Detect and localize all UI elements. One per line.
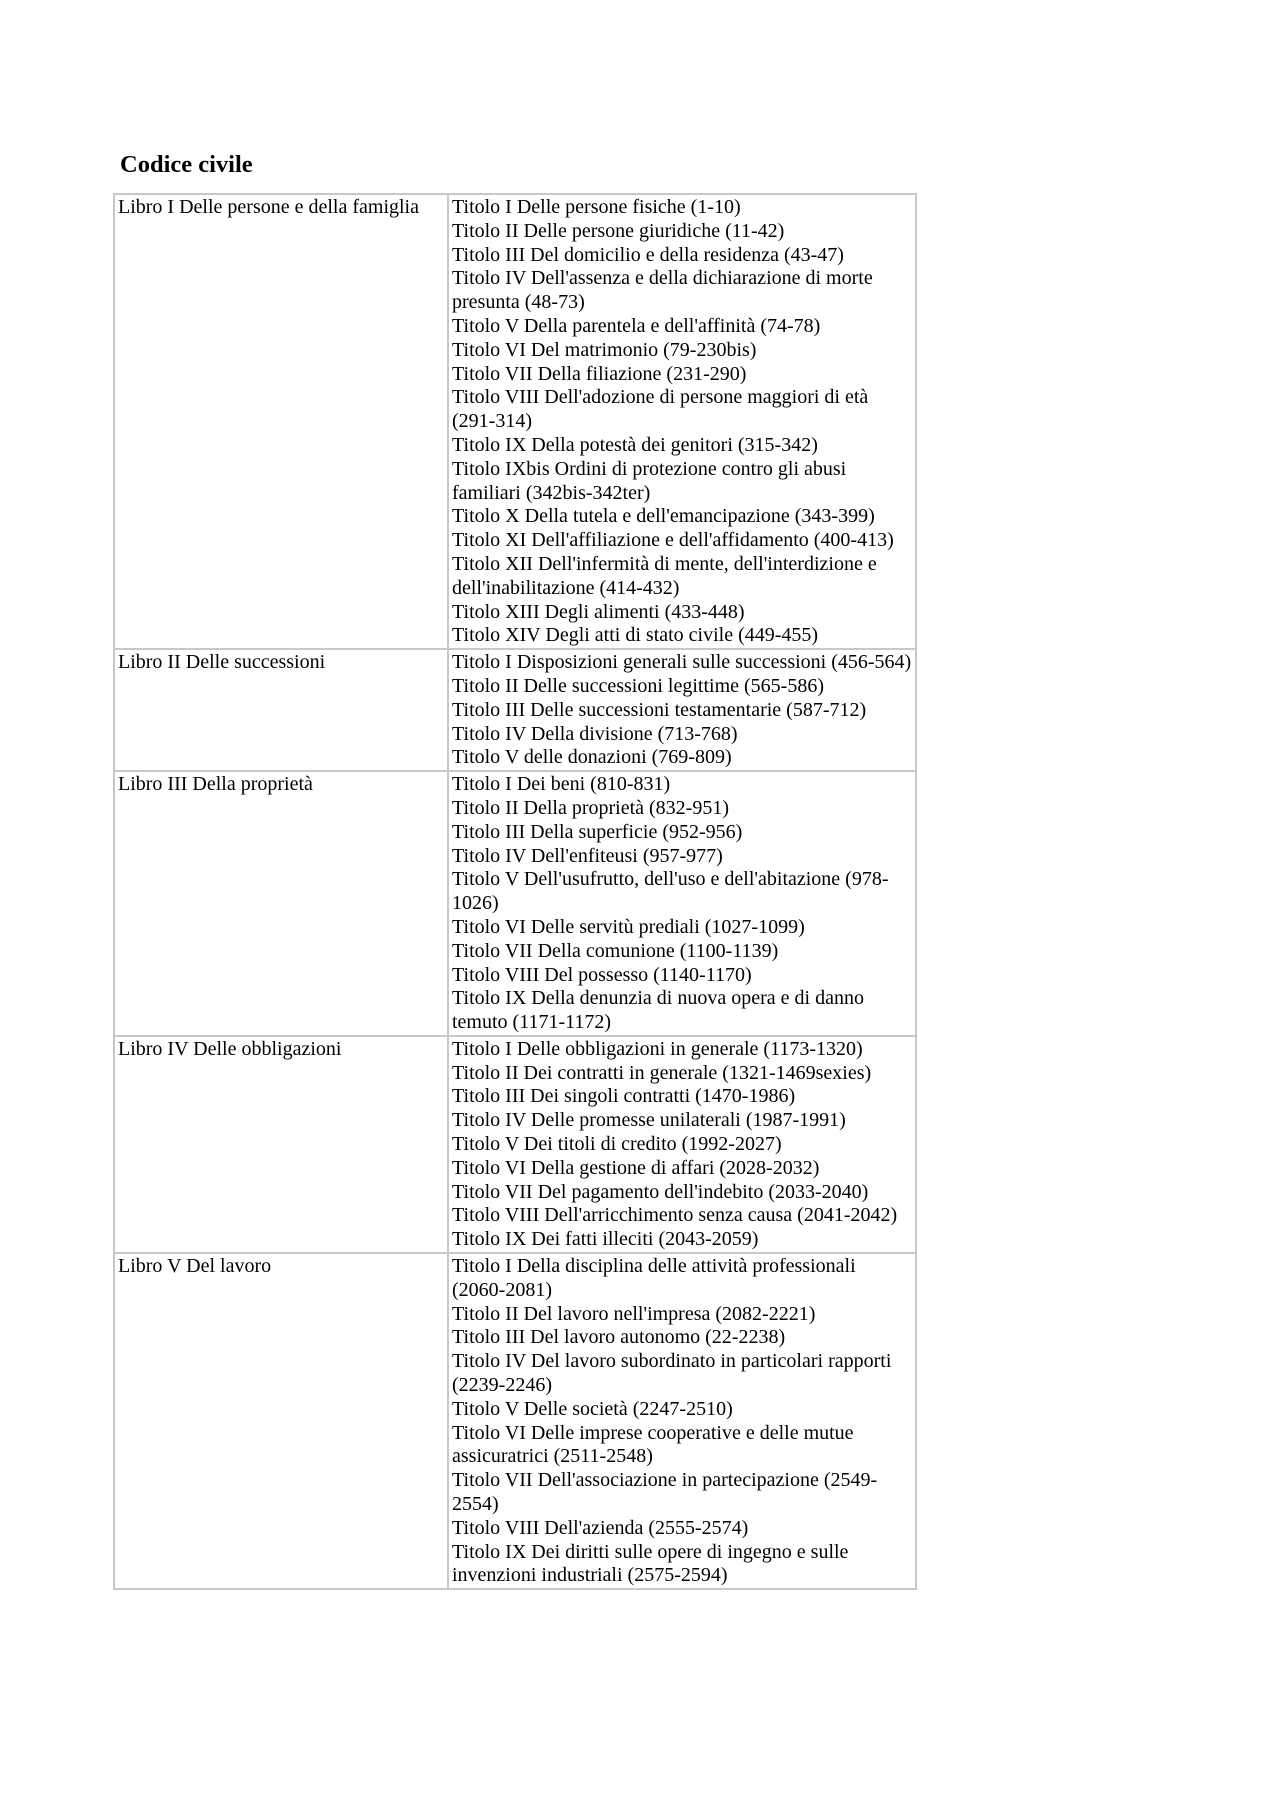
table-row (114, 1253, 916, 1589)
titolo-item: Titolo IX Della potestà dei genitori (315-342) (452, 433, 818, 456)
titolo-item: Titolo IV Dell'enfiteusi (957-977) (452, 844, 723, 867)
titolo-item: Titolo VIII Dell'arricchimento senza causa (2041-2042) (452, 1204, 898, 1227)
titolo-item: Titolo V delle donazioni (769-809) (452, 746, 732, 769)
titolo-item: Titolo IV Delle promesse unilaterali (1987-1991) (452, 1109, 846, 1132)
libro-label: Libro I Delle persone e della famiglia (114, 194, 448, 649)
libro-label: Libro V Del lavoro (114, 1253, 448, 1589)
libro-label: Libro IV Delle obbligazioni (114, 1036, 448, 1253)
titolo-item: Titolo IXbis Ordini di protezione contro gli abusi familiari (342bis-342ter) (452, 457, 847, 504)
libro-label: Libro II Delle successioni (114, 649, 448, 771)
titolo-item: Titolo VI Delle imprese cooperative e delle mutue assicuratrici (2511-2548) (452, 1421, 854, 1468)
titoli-list (448, 771, 916, 1036)
titolo-item: Titolo V Della parentela e dell'affinità (74-78) (452, 314, 821, 337)
libri-table (113, 193, 917, 1590)
titolo-item: Titolo III Delle successioni testamentarie (587-712) (452, 698, 867, 721)
titolo-item: Titolo IV Del lavoro subordinato in particolari rapporti (2239-2246) (452, 1350, 892, 1397)
titolo-item: Titolo II Delle successioni legittime (565-586) (452, 674, 824, 697)
titolo-item: Titolo VI Del matrimonio (79-230bis) (452, 338, 757, 361)
titolo-item: Titolo IV Della divisione (713-768) (452, 722, 738, 745)
titolo-item: Titolo IX Dei diritti sulle opere di ingegno e sulle invenzioni industriali (2575-2594) (452, 1540, 849, 1587)
titolo-item: Titolo VIII Dell'azienda (2555-2574) (452, 1516, 749, 1539)
titolo-item: Titolo V Dell'usufrutto, dell'uso e dell'abitazione (978-1026) (452, 868, 889, 915)
titolo-item: Titolo III Del lavoro autonomo (22-2238) (452, 1326, 786, 1349)
titolo-item: Titolo I Della disciplina delle attività professionali (2060-2081) (452, 1255, 856, 1301)
libri-table-body (114, 194, 916, 1589)
titolo-item: Titolo XII Dell'infermità di mente, dell'interdizione e dell'inabilitazione (414-432) (452, 552, 877, 599)
titolo-item: Titolo XIV Degli atti di stato civile (449-455) (452, 624, 819, 647)
titoli-list (448, 1253, 916, 1589)
titolo-item: Titolo II Della proprietà (832-951) (452, 796, 729, 819)
titolo-item: Titolo IX Dei fatti illeciti (2043-2059) (452, 1228, 759, 1251)
titoli-list (448, 1036, 916, 1253)
titolo-item: Titolo V Delle società (2247-2510) (452, 1397, 733, 1420)
titolo-item: Titolo II Delle persone giuridiche (11-42) (452, 219, 785, 242)
titolo-item: Titolo VII Della comunione (1100-1139) (452, 939, 779, 962)
titolo-item: Titolo XI Dell'affiliazione e dell'affidamento (400-413) (452, 529, 894, 552)
titolo-item: Titolo XIII Degli alimenti (433-448) (452, 600, 745, 623)
titolo-item: Titolo IX Della denunzia di nuova opera e di danno temuto (1171-1172) (452, 987, 864, 1034)
titolo-item: Titolo III Della superficie (952-956) (452, 820, 743, 843)
titolo-item: Titolo III Dei singoli contratti (1470-1986) (452, 1085, 796, 1108)
libro-label: Libro III Della proprietà (114, 771, 448, 1036)
table-row (114, 771, 916, 1036)
titolo-item: Titolo IV Dell'assenza e della dichiarazione di morte presunta (48-73) (452, 267, 873, 314)
titoli-list (448, 649, 916, 771)
titolo-item: Titolo VIII Dell'adozione di persone maggiori di età (291-314) (452, 386, 869, 433)
titolo-item: Titolo X Della tutela e dell'emancipazione (343-399) (452, 505, 875, 528)
titolo-item: Titolo VII Del pagamento dell'indebito (2033-2040) (452, 1180, 869, 1203)
table-row (114, 1036, 916, 1253)
titolo-item: Titolo II Dei contratti in generale (1321-1469sexies) (452, 1061, 872, 1084)
titolo-item: Titolo VII Dell'associazione in partecipazione (2549-2554) (452, 1469, 878, 1516)
titolo-item: Titolo V Dei titoli di credito (1992-2027) (452, 1133, 782, 1156)
titolo-item: Titolo VI Della gestione di affari (2028-2032) (452, 1156, 820, 1179)
titolo-item: Titolo VII Della filiazione (231-290) (452, 362, 747, 385)
titolo-item: Titolo I Dei beni (810-831) (452, 773, 671, 796)
titolo-item: Titolo I Disposizioni generali sulle successioni (456-564) (452, 651, 912, 674)
table-row (114, 649, 916, 771)
titolo-item: Titolo I Delle persone fisiche (1-10) (452, 196, 741, 218)
titolo-item: Titolo I Delle obbligazioni in generale (1173-1320) (452, 1037, 863, 1060)
titolo-item: Titolo II Del lavoro nell'impresa (2082-2221) (452, 1302, 816, 1325)
table-row (114, 194, 916, 649)
titolo-item: Titolo VIII Del possesso (1140-1170) (452, 963, 752, 986)
titolo-item: Titolo III Del domicilio e della residenza (43-47) (452, 243, 844, 266)
titolo-item: Titolo VI Delle servitù prediali (1027-1099) (452, 915, 805, 938)
titoli-list (448, 194, 916, 649)
page-title: Codice civile (120, 151, 253, 178)
